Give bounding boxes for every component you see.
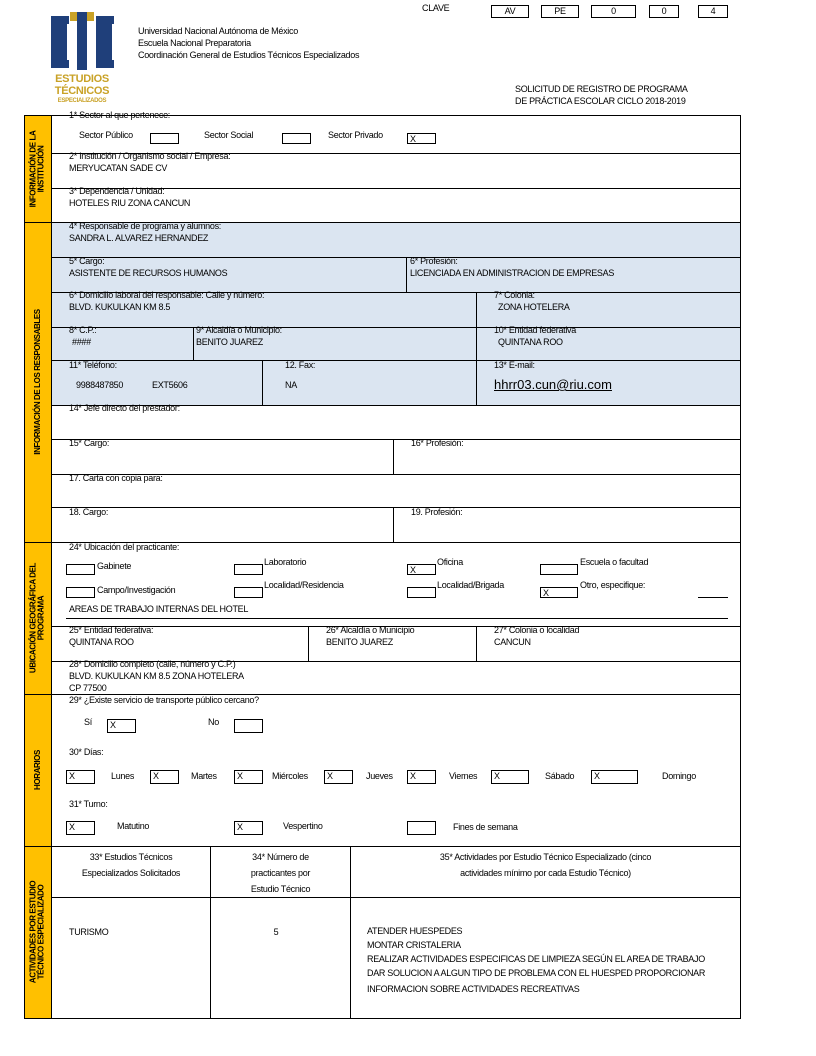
sector-social-checkbox[interactable] — [282, 133, 311, 144]
q28-value-2[interactable]: CP 77500 — [69, 683, 107, 693]
actividad-5[interactable]: INFORMACION SOBRE ACTIVIDADES RECREATIVAS — [367, 984, 580, 994]
q27-value[interactable]: CANCUN — [494, 637, 531, 647]
campo-label: Campo/Investigación — [97, 585, 176, 595]
q10-label: 10* Entidad federativa — [494, 325, 576, 335]
brigada-checkbox[interactable] — [407, 587, 436, 598]
responsables-band — [52, 222, 740, 405]
q3-label: 3* Dependencia / Unidad: — [69, 186, 165, 196]
logo — [50, 8, 114, 104]
jueves-checkbox[interactable]: X — [324, 770, 353, 784]
q31-label: 31* Turno: — [69, 799, 108, 809]
q3-value[interactable]: HOTELES RIU ZONA CANCUN — [69, 198, 191, 208]
q9-value[interactable]: BENITO JUAREZ — [196, 337, 263, 347]
h35-line-1: 35* Actividades por Estudio Técnico Especializado (cinco — [439, 852, 652, 862]
q14-label: 14* Jefe directo del prestador: — [69, 403, 180, 413]
jueves-label: Jueves — [366, 771, 393, 781]
otro-checkbox[interactable]: X — [540, 587, 578, 598]
lunes-label: Lunes — [111, 771, 135, 781]
domingo-label: Domingo — [662, 771, 696, 781]
localidad-label: Localidad/Residencia — [264, 580, 344, 590]
sector-publico-label: Sector Público — [79, 130, 133, 140]
q4-label: 4* Responsable de programa y alumnos: — [69, 221, 221, 231]
laboratorio-label: Laboratorio — [264, 557, 307, 567]
otro-value-underline — [66, 618, 728, 619]
h34-line-2: practicantes por — [250, 868, 311, 878]
otro-underline — [698, 597, 728, 598]
domicilio-label: 6* Domicilio laboral del responsable: Calle y número: — [69, 290, 265, 300]
h34-line-1: 34* Número de — [252, 852, 309, 862]
clave-box-4[interactable]: 0 — [649, 5, 679, 18]
actividad-4[interactable]: DAR SOLUCION A ALGUN TIPO DE PROBLEMA CON EL HUESPED PROPORCIONAR — [367, 968, 706, 978]
matutino-label: Matutino — [117, 821, 150, 831]
h33-line-2: Especializados Solicitados — [81, 868, 181, 878]
no-checkbox[interactable] — [234, 719, 263, 733]
doc-title-2: DE PRÁCTICA ESCOLAR CICLO 2018-2019 — [515, 96, 686, 106]
miercoles-checkbox[interactable]: X — [234, 770, 263, 784]
q8-label: 8* C.P.: — [69, 325, 97, 335]
miercoles-label: Miércoles — [272, 771, 308, 781]
q25-value[interactable]: QUINTANA ROO — [69, 637, 134, 647]
q7-value[interactable]: ZONA HOTELERA — [498, 302, 570, 312]
clave-box-5[interactable]: 4 — [698, 5, 728, 18]
estudio-value[interactable]: TURISMO — [69, 927, 109, 937]
no-label: No — [208, 717, 219, 727]
fines-label: Fines de semana — [453, 822, 518, 832]
sabado-label: Sábado — [545, 771, 575, 781]
domicilio-value[interactable]: BLVD. KUKULKAN KM 8.5 — [69, 302, 171, 312]
q15-label: 15* Cargo: — [69, 438, 110, 448]
q19-label: 19. Profesión: — [411, 507, 463, 517]
q27-label: 27* Colonia o localidad — [494, 625, 580, 635]
q9-label: 9* Alcaldía o Municipio: — [196, 325, 282, 335]
brigada-label: Localidad/Brigada — [437, 580, 504, 590]
vespertino-label: Vespertino — [283, 821, 323, 831]
q24-label: 24* Ubicación del practicante: — [69, 542, 180, 552]
fines-checkbox[interactable] — [407, 821, 436, 835]
q28-label: 28* Domicilio completo (calle, número y C.P.) — [69, 659, 236, 669]
logo-line-3: ESPECIALIZADOS — [57, 98, 107, 104]
q8-value[interactable]: #### — [72, 337, 91, 347]
matutino-checkbox[interactable]: X — [66, 821, 95, 835]
escuela-checkbox[interactable] — [540, 564, 578, 575]
clave-box-2[interactable]: PE — [541, 5, 579, 18]
h35-line-2: actividades mínimo por cada Estudio Técnico) — [460, 868, 631, 878]
q10-value[interactable]: QUINTANA ROO — [498, 337, 563, 347]
side-label-responsables: INFORMACIÓN DE LOS RESPONSABLES — [24, 222, 51, 542]
h33-line-1: 33* Estudios Técnicos — [89, 852, 173, 862]
actividad-1[interactable]: ATENDER HUESPEDES — [367, 926, 463, 936]
q26-value[interactable]: BENITO JUAREZ — [326, 637, 393, 647]
q12-label: 12. Fax: — [285, 360, 316, 370]
q17-label: 17. Carta con copia para: — [69, 473, 163, 483]
q6-value[interactable]: LICENCIADA EN ADMINISTRACION DE EMPRESAS — [410, 268, 615, 278]
domingo-checkbox[interactable]: X — [591, 770, 638, 784]
clave-box-3[interactable]: 0 — [591, 5, 636, 18]
q5-label: 5* Cargo: — [69, 256, 105, 266]
q11-value[interactable]: 9988487850 — [76, 380, 124, 390]
sector-publico-checkbox[interactable] — [150, 133, 179, 144]
sector-social-label: Sector Social — [204, 130, 254, 140]
oficina-label: Oficina — [437, 557, 463, 567]
viernes-checkbox[interactable]: X — [407, 770, 436, 784]
sector-privado-label: Sector Privado — [328, 130, 383, 140]
q11-label: 11* Teléfono: — [69, 360, 117, 370]
sabado-checkbox[interactable]: X — [491, 770, 529, 784]
q18-label: 18. Cargo: — [69, 507, 109, 517]
side-label-actividades: ACTIVIDADES POR ESTUDIO TÉCNICO ESPECIALIZADO — [24, 846, 51, 1018]
q16-label: 16* Profesión: — [411, 438, 464, 448]
side-label-institucion: INFORMACIÓN DE LA INSTITUCIÓN — [24, 115, 51, 222]
q11-ext[interactable]: EXT5606 — [152, 380, 188, 390]
q30-label: 30* Días: — [69, 747, 104, 757]
h34-line-3: Estudio Técnico — [250, 884, 311, 894]
q29-label: 29* ¿Existe servicio de transporte público cercano? — [69, 695, 259, 705]
q13-value[interactable]: hhrr03.cun@riu.com — [494, 377, 612, 392]
doc-title-1: SOLICITUD DE REGISTRO DE PROGRAMA — [515, 84, 688, 94]
martes-label: Martes — [191, 771, 217, 781]
laboratorio-checkbox[interactable] — [234, 564, 263, 575]
sector-privado-checkbox[interactable]: X — [407, 133, 436, 144]
q7-label: 7* Colonia: — [494, 290, 535, 300]
actividad-3[interactable]: REALIZAR ACTIVIDADES ESPECIFICAS DE LIMPIEZA SEGÚN EL AREA DE TRABAJO — [367, 954, 705, 964]
gabinete-checkbox[interactable] — [66, 564, 95, 575]
clave-label: CLAVE — [422, 3, 450, 13]
otro-value[interactable]: AREAS DE TRABAJO INTERNAS DEL HOTEL — [69, 604, 249, 614]
gabinete-label: Gabinete — [97, 561, 132, 571]
q2-value[interactable]: MERYUCATAN SADE CV — [69, 163, 168, 173]
q13-label: 13* E-mail: — [494, 360, 535, 370]
ete-logo-icon — [50, 8, 114, 74]
viernes-label: Viernes — [449, 771, 478, 781]
side-label-ubicacion: UBICACIÓN GEOGRÁFICA DEL PROGRAMA — [24, 542, 51, 694]
si-label: Sí — [84, 717, 92, 727]
vespertino-checkbox[interactable]: X — [234, 821, 263, 835]
otro-label: Otro, especifique: — [580, 580, 646, 590]
q26-label: 26* Alcaldía o Municipio — [326, 625, 415, 635]
side-label-horarios: HORARIOS — [24, 694, 51, 846]
numero-value[interactable]: 5 — [273, 927, 279, 937]
school-name: Escuela Nacional Preparatoria — [138, 38, 251, 48]
logo-line-2: TÉCNICOS — [54, 85, 110, 97]
clave-box-1[interactable]: AV — [491, 5, 529, 18]
campo-checkbox[interactable] — [66, 587, 95, 598]
q2-label: 2* Institución / Organismo social / Empresa: — [69, 151, 231, 161]
institution-name: Universidad Nacional Autónoma de México — [138, 26, 298, 36]
escuela-label: Escuela o facultad — [580, 557, 649, 567]
q6-label: 6* Profesión: — [410, 256, 458, 266]
martes-checkbox[interactable]: X — [150, 770, 179, 784]
logo-line-1: ESTUDIOS — [55, 73, 109, 85]
oficina-checkbox[interactable]: X — [407, 564, 436, 575]
coordination-name: Coordinación General de Estudios Técnicos Especializados — [138, 50, 360, 60]
lunes-checkbox[interactable]: X — [66, 770, 95, 784]
si-checkbox[interactable]: X — [107, 719, 136, 733]
actividad-2[interactable]: MONTAR CRISTALERIA — [367, 940, 461, 950]
q1-label: 1* Sector al que pertenece: — [69, 110, 170, 120]
q12-value[interactable]: NA — [285, 380, 297, 390]
q28-value-1[interactable]: BLVD. KUKULKAN KM 8.5 ZONA HOTELERA — [69, 671, 244, 681]
localidad-checkbox[interactable] — [234, 587, 263, 598]
q25-label: 25* Entidad federativa: — [69, 625, 154, 635]
q4-value[interactable]: SANDRA L. ALVAREZ HERNANDEZ — [69, 233, 209, 243]
q5-value[interactable]: ASISTENTE DE RECURSOS HUMANOS — [69, 268, 228, 278]
